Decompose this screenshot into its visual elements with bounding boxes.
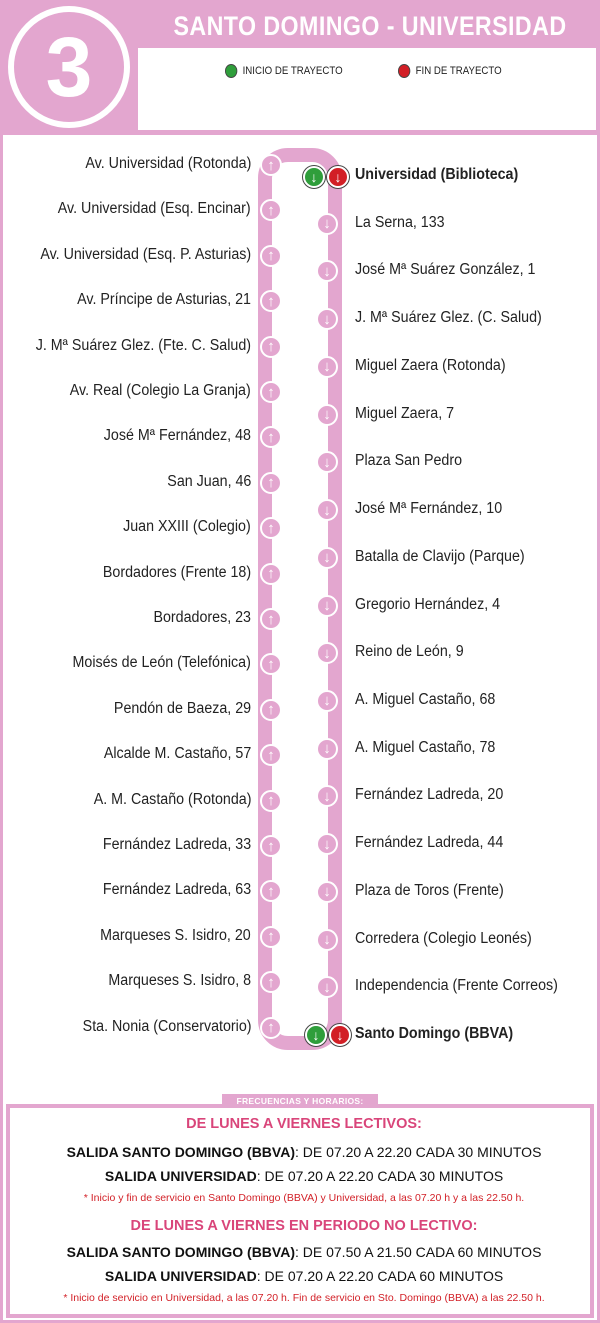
up-arrow-icon: ↑ (260, 336, 282, 358)
stop-right-label: La Serna, 133 (355, 213, 445, 231)
legend-area (138, 48, 596, 130)
down-arrow-icon: ↓ (316, 785, 338, 807)
up-arrow-icon: ↑ (260, 517, 282, 539)
down-arrow-icon: ↓ (316, 833, 338, 855)
departure-label: SALIDA UNIVERSIDAD (104, 1268, 257, 1284)
up-arrow-icon: ↑ (260, 926, 282, 948)
stop-left-label: Av. Universidad (Rotonda) (85, 155, 251, 172)
stop-right-label: Corredera (Colegio Leonés) (355, 929, 532, 947)
departure-times: : DE 07.20 A 22.20 CADA 30 MINUTOS (294, 1144, 542, 1160)
route-number: 3 (45, 20, 93, 114)
down-arrow-icon: ↓ (316, 595, 338, 617)
schedule-line (10, 1144, 598, 1160)
stop-right-label: Universidad (Biblioteca) (355, 166, 519, 183)
schedule-line (10, 1244, 598, 1260)
up-arrow-icon: ↑ (260, 381, 282, 403)
stop-left-label: Fernández Ladreda, 33 (102, 836, 251, 853)
stop-left-label: Av. Príncipe de Asturias, 21 (77, 291, 251, 309)
stop-left-label: Marqueses S. Isidro, 20 (100, 926, 251, 944)
down-arrow-icon: ↓ (316, 404, 338, 426)
stop-left-label: A. M. Castaño (Rotonda) (93, 790, 251, 808)
start-down-arrow-icon: ↓ (303, 166, 325, 188)
stop-left-label: Juan XXIII (Colegio) (123, 518, 251, 536)
stop-left-label: Pendón de Baeza, 29 (113, 699, 251, 717)
up-arrow-icon: ↑ (260, 653, 282, 675)
schedule-heading-lectivos: DE LUNES A VIERNES LECTIVOS: (186, 1116, 422, 1132)
up-arrow-icon: ↑ (260, 563, 282, 585)
stop-right-label: J. Mª Suárez Glez. (C. Salud) (355, 309, 542, 327)
down-arrow-icon: ↓ (316, 929, 338, 951)
schedule-line (10, 1268, 598, 1284)
schedule-line (10, 1168, 598, 1184)
down-arrow-icon: ↓ (316, 642, 338, 664)
up-arrow-icon: ↑ (260, 472, 282, 494)
legend-start (225, 64, 343, 78)
stop-right-label: Independencia (Frente Correos) (355, 977, 558, 995)
down-arrow-icon: ↓ (316, 213, 338, 235)
stop-right-label: Plaza San Pedro (355, 452, 463, 470)
start-down-arrow-icon: ↓ (305, 1024, 327, 1046)
up-arrow-icon: ↑ (260, 790, 282, 812)
legend-end (398, 64, 502, 78)
departure-label: SALIDA SANTO DOMINGO (BBVA) (66, 1144, 295, 1160)
stop-left-label: Av. Real (Colegio La Granja) (70, 382, 251, 399)
legend-start-label: INICIO DE TRAYECTO (242, 65, 343, 77)
stop-left-label: Bordadores, 23 (153, 609, 251, 626)
end-down-arrow-icon: ↓ (329, 1024, 351, 1046)
stop-right-label: Fernández Ladreda, 44 (355, 834, 504, 852)
up-arrow-icon: ↑ (260, 154, 282, 176)
stop-right-label: Fernández Ladreda, 20 (355, 786, 504, 804)
stop-left-label: San Juan, 46 (166, 472, 251, 490)
stop-right-label: Santo Domingo (BBVA) (355, 1025, 514, 1042)
departure-times: : DE 07.50 A 21.50 CADA 60 MINUTOS (294, 1244, 542, 1260)
stop-right-label: José Mª Fernández, 10 (355, 500, 503, 518)
down-arrow-icon: ↓ (316, 356, 338, 378)
down-arrow-icon: ↓ (316, 308, 338, 330)
up-arrow-icon: ↑ (260, 245, 282, 267)
green-dot-icon (225, 64, 237, 78)
stop-left-label: Marqueses S. Isidro, 8 (108, 972, 251, 990)
stop-left-label: José Mª Fernández, 48 (103, 427, 251, 445)
stop-left-label: Av. Universidad (Esq. Encinar) (58, 200, 251, 218)
departure-times: : DE 07.20 A 22.20 CADA 30 MINUTOS (256, 1168, 504, 1184)
stop-right-label: Miguel Zaera (Rotonda) (355, 356, 506, 374)
up-arrow-icon: ↑ (260, 426, 282, 448)
down-arrow-icon: ↓ (316, 976, 338, 998)
down-arrow-icon: ↓ (316, 881, 338, 903)
departure-label: SALIDA SANTO DOMINGO (BBVA) (66, 1244, 295, 1260)
down-arrow-icon: ↓ (316, 547, 338, 569)
departure-times: : DE 07.20 A 22.20 CADA 60 MINUTOS (256, 1268, 504, 1284)
schedule-note: * Inicio de servicio en Universidad, a las 07.20 h. Fin de servicio en Sto. Domingo (BBVA) a las 22.50 h. (63, 1292, 545, 1304)
stop-left-label: Av. Universidad (Esq. P. Asturias) (40, 245, 251, 263)
frequencies-tag: FRECUENCIAS Y HORARIOS: (222, 1094, 378, 1108)
stop-left-label: Fernández Ladreda, 63 (102, 881, 251, 899)
down-arrow-icon: ↓ (316, 260, 338, 282)
stop-left-label: J. Mª Suárez Glez. (Fte. C. Salud) (35, 336, 251, 354)
down-arrow-icon: ↓ (316, 690, 338, 712)
stop-right-label: Plaza de Toros (Frente) (355, 881, 504, 899)
up-arrow-icon: ↑ (260, 835, 282, 857)
stop-right-label: Miguel Zaera, 7 (355, 404, 455, 422)
stop-left-label: Moisés de León (Telefónica) (72, 654, 251, 672)
down-arrow-icon: ↓ (316, 738, 338, 760)
down-arrow-icon: ↓ (316, 451, 338, 473)
stop-left-label: Alcalde M. Castaño, 57 (103, 745, 251, 763)
stop-right-label: Gregorio Hernández, 4 (355, 595, 501, 613)
schedule-box (6, 1104, 594, 1318)
up-arrow-icon: ↑ (260, 290, 282, 312)
schedule-note: * Inicio y fin de servicio en Santo Domingo (BBVA) y Universidad, a las 07.20 h y a las 22.50 h. (83, 1192, 525, 1204)
up-arrow-icon: ↑ (260, 880, 282, 902)
schedule-heading-no-lectivo: DE LUNES A VIERNES EN PERIODO NO LECTIVO: (130, 1218, 478, 1234)
stop-right-label: Batalla de Clavijo (Parque) (355, 547, 525, 565)
up-arrow-icon: ↑ (260, 199, 282, 221)
stop-right-label: Reino de León, 9 (355, 643, 464, 661)
stop-right-label: José Mª Suárez González, 1 (355, 261, 536, 279)
route-title: SANTO DOMINGO - UNIVERSIDAD (173, 10, 567, 41)
route-number-badge (8, 6, 130, 128)
legend-end-label: FIN DE TRAYECTO (415, 65, 502, 77)
down-arrow-icon: ↓ (316, 499, 338, 521)
stop-left-label: Sta. Nonia (Conservatorio) (82, 1017, 251, 1035)
up-arrow-icon: ↑ (260, 608, 282, 630)
up-arrow-icon: ↑ (260, 699, 282, 721)
up-arrow-icon: ↑ (260, 744, 282, 766)
stop-right-label: A. Miguel Castaño, 78 (355, 738, 496, 756)
up-arrow-icon: ↑ (260, 971, 282, 993)
stop-left-label: Bordadores (Frente 18) (102, 563, 251, 581)
stop-right-label: A. Miguel Castaño, 68 (355, 690, 496, 708)
up-arrow-icon: ↑ (260, 1017, 282, 1039)
departure-label: SALIDA UNIVERSIDAD (104, 1168, 257, 1184)
end-down-arrow-icon: ↓ (327, 166, 349, 188)
red-dot-icon (398, 64, 410, 78)
